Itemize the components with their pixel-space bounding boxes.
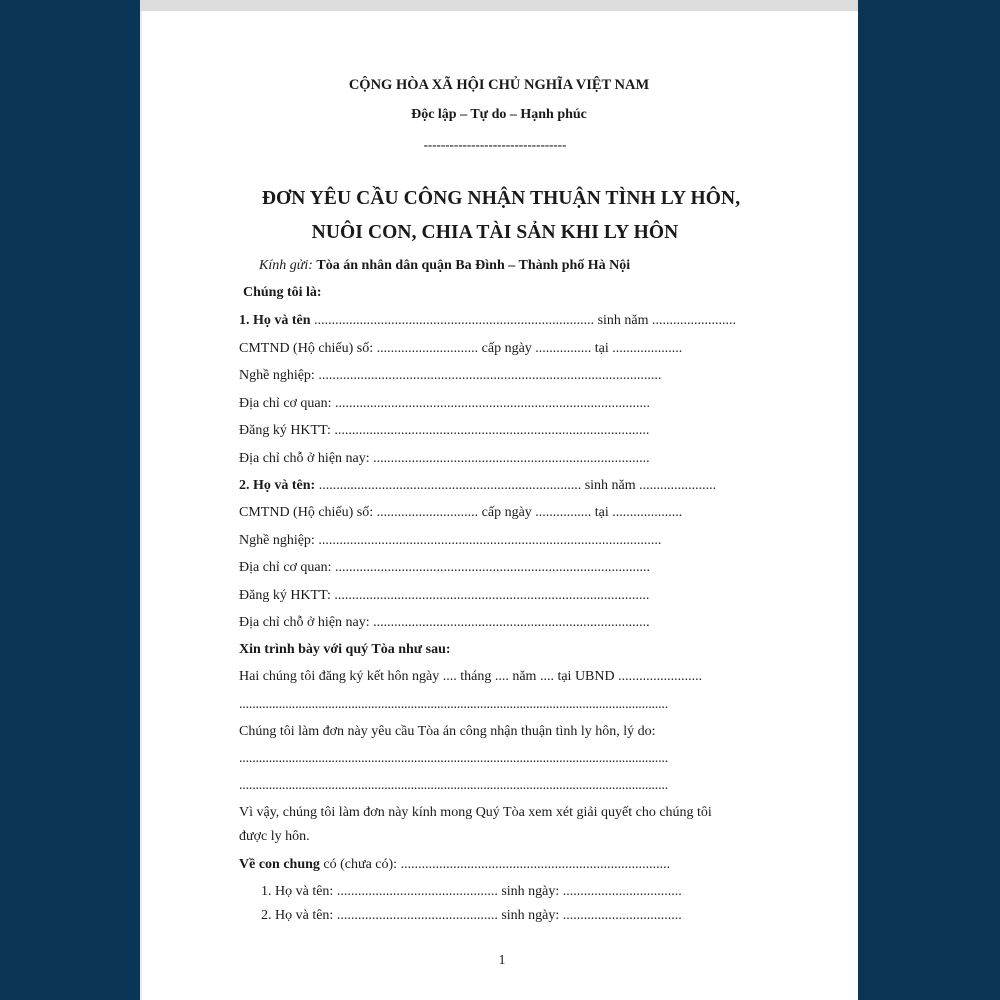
page-number: 1 (498, 953, 506, 968)
request-line-2: được ly hôn. (239, 829, 310, 844)
marriage-line[interactable]: Hai chúng tôi đăng ký kết hôn ngày .... tháng .... năm .... tại UBND ........................ (239, 669, 703, 684)
recipient-value: Tòa án nhân dân quận Ba Đình – Thành phố Hà Nội (316, 258, 631, 273)
person1-job-line[interactable]: Nghề nghiệp: .................................................................................................. (239, 368, 662, 383)
person1-birth-field[interactable]: ........................ (652, 313, 737, 328)
person2-office-line[interactable]: Địa chỉ cơ quan: .......................................................................................... (239, 560, 651, 575)
children-heading-bold: Về con chung (239, 857, 320, 872)
children-heading-rest[interactable]: có (chưa có): ............................................................................. (319, 857, 671, 872)
person2-hktt-line[interactable]: Đăng ký HKTT: .......................................................................................... (239, 588, 650, 603)
request-line-1: Vì vậy, chúng tôi làm đơn này kính mong Quý Tòa xem xét giải quyết cho chúng tôi (239, 805, 712, 820)
reason-dots-line-2[interactable]: .................................................................................................................................. (239, 778, 669, 793)
person1-name-field[interactable]: ................................................................................ (314, 313, 595, 328)
national-motto: Độc lập – Tự do – Hạnh phúc (411, 107, 587, 122)
person2-birth-label: sinh năm (584, 478, 636, 493)
child1-line[interactable]: 1. Họ và tên: .............................................. sinh ngày: .................................. (261, 884, 682, 899)
national-title: CỘNG HÒA XÃ HỘI CHỦ NGHĨA VIỆT NAM (348, 77, 650, 93)
intro-text: Chúng tôi là: (243, 285, 322, 300)
person2-name-line (239, 478, 716, 494)
person1-hktt-line[interactable]: Đăng ký HKTT: .......................................................................................... (239, 423, 650, 438)
header-separator: --------------------------------- (423, 137, 567, 152)
person2-job-line[interactable]: Nghề nghiệp: .................................................................................................. (239, 533, 662, 548)
recipient-label: Kính gửi: (259, 258, 313, 273)
person2-name-field[interactable]: ........................................................................... (318, 478, 582, 493)
person2-id-line[interactable]: CMTND (Hộ chiếu) số: ............................. cấp ngày ................ tại .................... (239, 505, 683, 520)
reason-dots-line-1[interactable]: .................................................................................................................................. (239, 751, 669, 766)
person1-name-label: 1. Họ và tên (239, 313, 311, 328)
document-title-line1: ĐƠN YÊU CẦU CÔNG NHẬN THUẬN TÌNH LY HÔN, (261, 188, 741, 209)
person1-birth-label: sinh năm (597, 313, 649, 328)
document-title-line2: NUÔI CON, CHIA TÀI SẢN KHI LY HÔN (311, 222, 679, 243)
person2-name-label: 2. Họ và tên: (239, 478, 316, 493)
person2-birth-field[interactable]: ...................... (639, 478, 717, 493)
person1-name-line (239, 313, 736, 329)
recipient-line (259, 258, 630, 274)
person1-id-line[interactable]: CMTND (Hộ chiếu) số: ............................. cấp ngày ................ tại .................... (239, 341, 683, 356)
children-heading (239, 857, 670, 873)
reason-line: Chúng tôi làm đơn này yêu cầu Tòa án công nhận thuận tình ly hôn, lý do: (239, 724, 656, 739)
child2-line[interactable]: 2. Họ và tên: .............................................. sinh ngày: .................................. (261, 908, 682, 923)
person2-residence-line[interactable]: Địa chỉ chỗ ở hiện nay: ............................................................................... (239, 615, 650, 630)
document-page (140, 11, 858, 1000)
presentation-heading: Xin trình bày với quý Tòa như sau: (239, 642, 451, 657)
person1-residence-line[interactable]: Địa chỉ chỗ ở hiện nay: ............................................................................... (239, 451, 650, 466)
person1-office-line[interactable]: Địa chỉ cơ quan: .......................................................................................... (239, 396, 651, 411)
viewer-top-bar (140, 0, 858, 11)
marriage-dots-line[interactable]: .................................................................................................................................. (239, 697, 669, 712)
